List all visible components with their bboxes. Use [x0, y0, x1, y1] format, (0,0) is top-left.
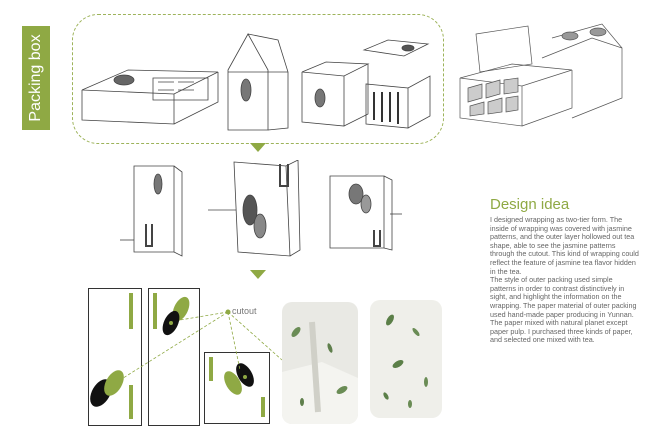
paper-photo-2: [370, 300, 442, 418]
paper-photo-1-art: [282, 302, 358, 424]
cutout-label: cutout: [232, 306, 257, 316]
paper-photo-1: [282, 302, 358, 424]
section-tab-label: Packing box: [27, 34, 44, 122]
design-idea-title: Design idea: [490, 196, 570, 213]
paper-photo-2-art: [370, 300, 442, 418]
design-idea-body: I designed wrapping as two-tier form. The inside of wrapping was covered with jasmine patterns, and the outer layer hollowed out tea shape, able to see the jasmine patterns through the cutout. This kind of wrapping could reflect the feature of jasmine tea flavor hidden in the tea. The style of outer packing used simple patterns in order to contrast distinctively in sight, and highlight the information on the wrapping. The paper material of outer packing used hand-made paper producing in Yunnan. The paper mixed with natural planet except paper pulp. I purchased three kinds of paper, and selected one mixed with tea.: [490, 215, 639, 345]
